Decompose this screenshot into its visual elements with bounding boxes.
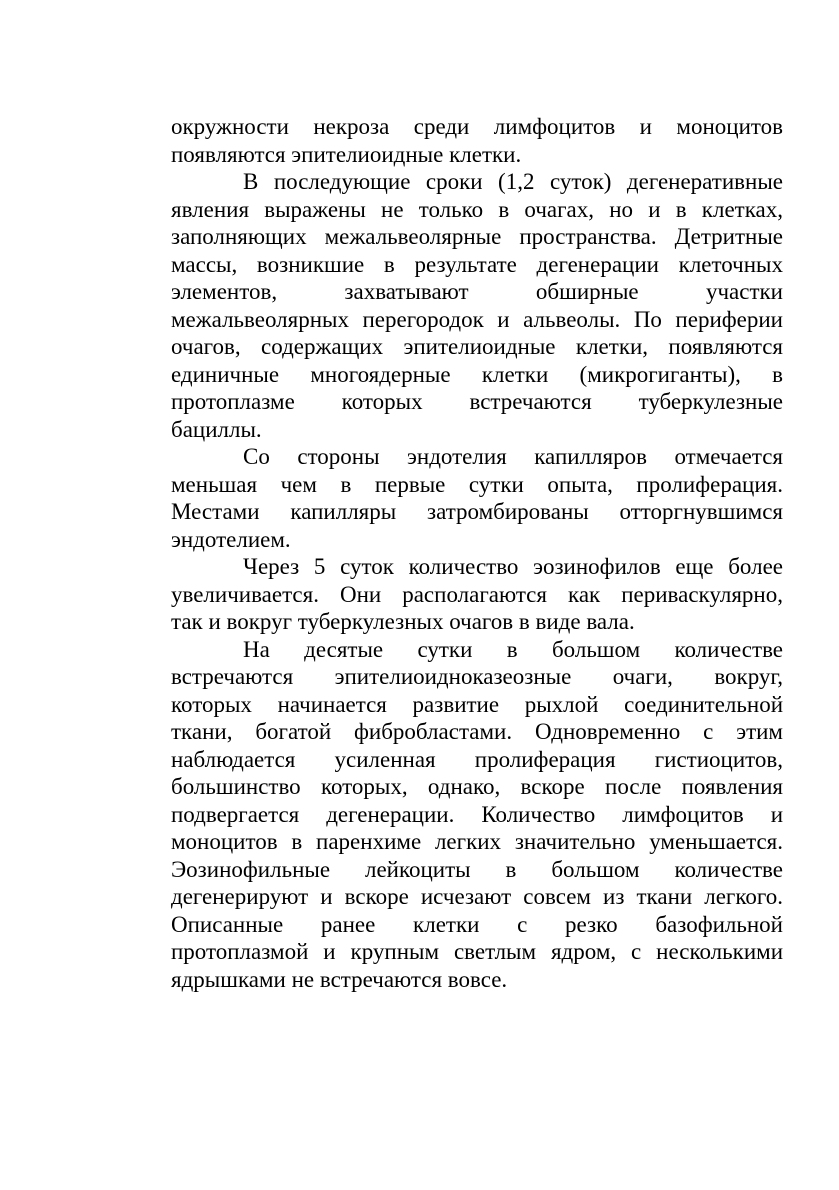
text-line: массы, возникшие в результате дегенерации клеточных [171,251,783,277]
text-line: ядрышками не встречаются вовсе. [171,966,508,992]
text-line: увеличивается. Они располагаются как периваскулярно, [171,581,783,607]
text-line: очагов, содержащих эпителиоидные клетки, появляются [171,334,783,359]
text-line: Описанные ранее клетки с резко базофильной [171,911,783,937]
text-line: протоплазмой и крупным светлым ядром, с несколькими [171,939,783,964]
text-line: которых начинается развитие рыхлой соединительной [171,691,783,717]
text-line: межальвеолярных перегородок и альвеолы. По периферии [171,306,783,332]
text-line: В последующие сроки (1,2 суток) дегенеративные [243,169,783,194]
text-line: явления выражены не только в очагах, но и в клетках, [171,196,783,222]
text-line: дегенерируют и вскоре исчезают совсем из ткани легкого. [171,884,783,909]
text-line: Эозинофильные лейкоциты в большом количестве [171,856,783,882]
text-line: большинство которых, однако, вскоре после появления [171,774,783,799]
text-line: меньшая чем в первые сутки опыта, пролиферация. [171,471,783,497]
text-line: заполняющих межальвеолярные пространства. Детритные [171,224,783,249]
text-line: Местами капилляры затромбированы отторгнувшимся [171,499,783,524]
text-line: Со стороны эндотелия капилляров отмечается [243,444,783,469]
text-line: Через 5 суток количество эозинофилов еще более [243,554,783,579]
text-line: бациллы. [171,416,262,442]
text-line: появляются эпителиоидные клетки. [171,141,522,167]
paragraph [171,168,783,443]
text-line: так и вокруг туберкулезных очагов в виде вала. [171,609,635,634]
text-line: подвергается дегенерации. Количество лимфоцитов и [171,801,783,827]
text-line: единичные многоядерные клетки (микрогиганты), в [171,361,783,387]
text-line: протоплазме которых встречаются туберкулезные [171,389,783,414]
paragraph [171,113,783,168]
paragraph [171,636,783,994]
text-line: моноцитов в паренхиме легких значительно уменьшается. [171,829,783,854]
text-line: элементов, захватывают обширные участки [171,279,783,304]
text-line: эндотелием. [171,526,291,552]
text-line: встречаются эпителиоидноказеозные очаги, вокруг, [171,664,783,689]
text-line: окружности некроза среди лимфоцитов и моноцитов [171,114,783,139]
text-line: На десятые сутки в большом количестве [243,636,783,662]
paragraph [171,553,783,636]
paragraph [171,443,783,553]
body-text [171,113,783,993]
text-line: наблюдается усиленная пролиферация гистиоцитов, [171,746,783,772]
text-line: ткани, богатой фибробластами. Одновременно с этим [171,719,783,744]
